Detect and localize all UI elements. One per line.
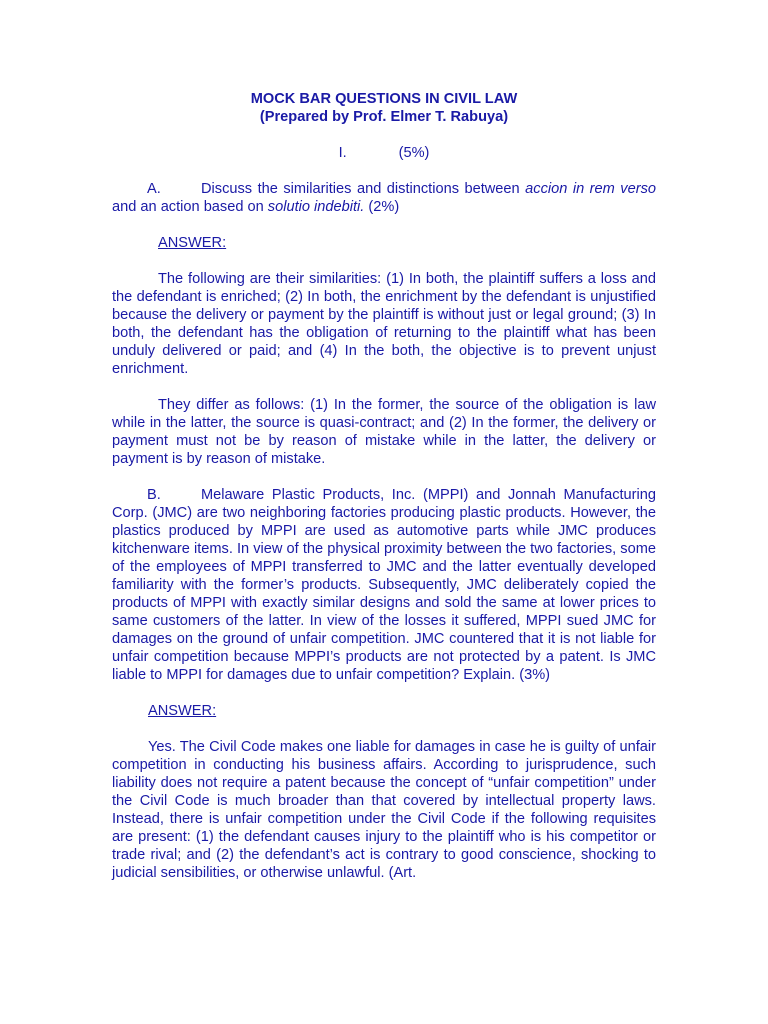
question-a-weight: (2%)	[364, 199, 400, 215]
document-author: (Prepared by Prof. Elmer T. Rabuya)	[259, 109, 509, 125]
question-a-text-2: and an action based on	[112, 199, 268, 215]
answer-b-colon: :	[212, 703, 217, 719]
answer-b-heading	[112, 702, 656, 720]
answer-b-label: ANSWER	[148, 703, 213, 719]
term-solutio-indebiti: solutio indebiti.	[267, 199, 365, 215]
document-page	[112, 90, 656, 882]
question-a	[112, 180, 656, 216]
question-b	[112, 486, 656, 684]
answer-a-paragraph-2: They differ as follows: (1) In the former, the source of the obligation is law while in the latter, the source is quasi-contract; and (2) In the former, the delivery or payment must not be by reason of mistake while in the latter, the delivery or payment is by reason of mistake.	[112, 397, 656, 467]
question-a-text: Discuss the similarities and distinctions between	[201, 181, 526, 197]
answer-a-colon: :	[222, 235, 227, 251]
question-a-label: A.	[147, 181, 161, 197]
term-accion-in-rem-verso: accion in rem verso	[525, 181, 656, 197]
document-title: MOCK BAR QUESTIONS IN CIVIL LAW	[250, 91, 518, 107]
question-b-label: B.	[147, 487, 161, 503]
question-b-text: Melaware Plastic Products, Inc. (MPPI) and Jonnah Manufacturing Corp. (JMC) are two neighboring factories producing plastic products. However, the plastics produced by MPPI are used as automotive parts while JMC produces kitchenware items. In view of the physical proximity between the two factories, some of the employees of MPPI transferred to JMC and the latter eventually developed familiarity with the former’s products. Subsequently, JMC deliberately copied the products of MPPI with exactly similar designs and sold the same at lower prices to same customers of the latter. In view of the losses it suffered, MPPI sued JMC for damages on the ground of unfair competition. JMC countered that it is not liable for unfair competition because MPPI’s products are not protected by a patent. Is JMC liable to MPPI for damages due to unfair competition? Explain. (3%)	[112, 487, 656, 683]
section-heading	[112, 144, 656, 162]
section-number: I.	[338, 145, 347, 161]
answer-a-label: ANSWER	[158, 235, 223, 251]
answer-a-heading	[112, 234, 656, 252]
answer-b-paragraph-1: Yes. The Civil Code makes one liable for damages in case he is guilty of unfair competition in conducting his business affairs. According to jurisprudence, such liability does not require a patent because the concept of “unfair competition” under the Civil Code is much broader than that covered by intellectual property laws. Instead, there is unfair competition under the Civil Code if the following requisites are present: (1) the defendant causes injury to the plaintiff who is his competitor or trade rival; and (2) the defendant’s act is contrary to good conscience, shocking to judicial sensibilities, or otherwise unlawful. (Art.	[112, 739, 656, 881]
section-weight: (5%)	[398, 145, 430, 161]
answer-a-paragraph-1: The following are their similarities: (1) In both, the plaintiff suffers a loss and the defendant is enriched; (2) In both, the enrichment by the defendant is unjustified because the delivery or payment by the plaintiff is without just or legal ground; (3) In both, the defendant has the obligation of returning to the plaintiff what has been unduly delivered or paid; and (4) In the both, the objective is to prevent unjust enrichment.	[112, 271, 656, 377]
